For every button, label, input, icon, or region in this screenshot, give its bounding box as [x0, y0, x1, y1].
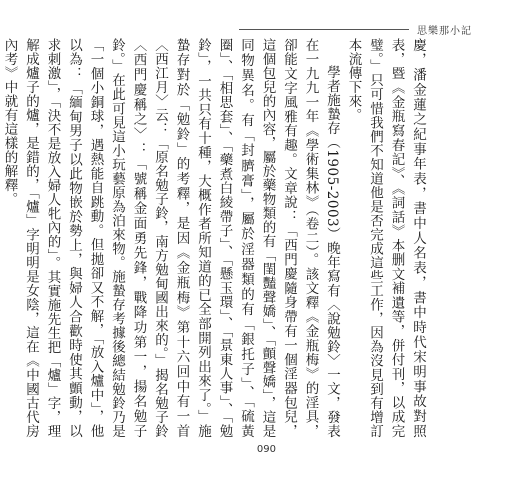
running-header	[239, 22, 472, 37]
vertical-text-block	[1, 38, 428, 438]
page-number: 090	[256, 444, 276, 455]
paragraph-continuation: 慶，潘金蓮之紀事年表，書中人名表，書中時代宋明事故對照表，暨《金瓶寫春記》、《詞話》本删文補遺等，併付刊，以成完璧。」只可惜我們不知道他是否完成這些工作，因為沒見到有增訂本流傳下來。	[345, 38, 426, 438]
header-rule	[239, 29, 409, 30]
paragraph-shi-zhecun: 學者施蟄存（1905-2003）晚年寫有〈說勉鈴〉一文，發表在一九九一年《學術集林》（卷二）。該文釋《金瓶梅》的淫具，卻能文字風雅有趣。文章說：「西門慶隨身帶有一個淫器包兒，這個包兒的內容，屬於藥物類的有「閨豔聲嬌」、「顫聲嬌」，這是同物異名。有「封臍膏」，屬於淫器類的有「銀托子」、「硫黃圈」、「相思套」、「藥煮白綾帶子」、「懸玉環」、「景東人事」、「勉鈴」，一共只有十種，大概作者所知道的已全部開列出來了。」施蟄存對於「勉鈴」的考釋，是因《金瓶梅》第十六回中有一首〈西江月〉云：「原名勉子鈴，南方勉甸國出來的。」揭名勉子鈴〈西門慶稱之〉：「號稱金面勇先鋒，戰降功第一，揚名勉子鈴。」在此可見這小玩藝原為泊來物。施蟄存考據後總結勉鈴乃是「一個小銅球，遇熱能自跳動。但拋卻又不解，「放入爐中」，他以為：「緬甸男子以此物嵌於勢上，與婦人合歡時使其顫動，以求刺激」，「決不是放入婦人牝內的」。其實施先生把「爐」字，理解成爐子的爐，是錯的，「爐」字明明是女陰，這在《中國古代房內考》中就有這樣的解釋。	[1, 38, 340, 438]
header-title: 思樂那小記	[417, 26, 472, 37]
